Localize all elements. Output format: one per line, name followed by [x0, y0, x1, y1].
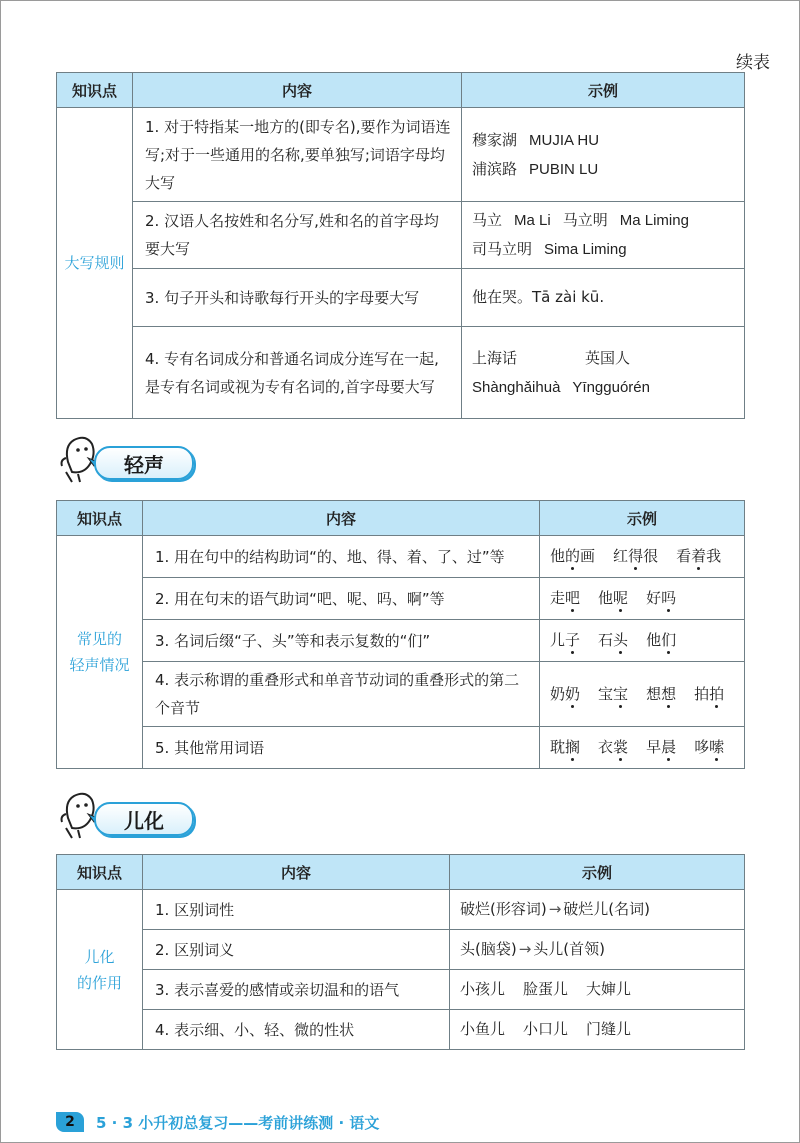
- example-pinyin: Shànghǎihuà: [472, 378, 561, 396]
- example-word: 浦滨路: [472, 159, 518, 178]
- capitalization-table: [56, 72, 745, 419]
- example-pinyin: Sima Liming: [544, 241, 627, 258]
- neutral-tone-mark: 嗦: [709, 738, 725, 756]
- example-pinyin: PUBIN LU: [529, 160, 599, 178]
- example-cell: [462, 327, 745, 419]
- table-row: [57, 970, 745, 1010]
- neutral-tone-mark: 得: [628, 547, 644, 565]
- example-cell: 他的画 红得很 看着我: [540, 536, 745, 578]
- example-word: 英国人: [585, 348, 631, 367]
- content-cell: 4. 表示称谓的重叠形式和单音节动词的重叠形式的第二个音节: [143, 662, 540, 727]
- neutral-tone-mark: 搁: [565, 738, 581, 756]
- neutral-tone-mark: 着: [691, 547, 707, 565]
- example-word: 穆家湖: [472, 130, 518, 149]
- header-example: 示例: [462, 73, 745, 108]
- book-title: 5 · 3 小升初总复习——考前讲练测 · 语文: [96, 1113, 380, 1132]
- section-title: 儿化: [94, 802, 194, 836]
- example-cell: 他在哭。Tā zài kū.: [462, 269, 745, 327]
- category-cell: 常见的 轻声情况: [57, 536, 143, 769]
- example-cell: 小孩儿 脸蛋儿 大婶儿: [450, 970, 745, 1010]
- example-cell: 儿子 石头 他们: [540, 620, 745, 662]
- example-word: 司马立明: [472, 240, 533, 258]
- content-cell: 3. 句子开头和诗歌每行开头的字母要大写: [133, 269, 462, 327]
- header-point: 知识点: [57, 73, 133, 108]
- arrow-icon: →: [548, 900, 562, 918]
- content-cell: 1. 用在句中的结构助词“的、地、得、着、了、过”等: [143, 536, 540, 578]
- neutral-tone-mark: 奶: [565, 684, 581, 703]
- example-pinyin: Ma Li: [514, 212, 551, 229]
- example-cell: 小鱼儿 小口儿 门缝儿: [450, 1010, 745, 1050]
- example-cell: 走吧 他呢 好吗: [540, 578, 745, 620]
- header-content: 内容: [143, 855, 450, 890]
- content-cell: 1. 区别词性: [143, 890, 450, 930]
- header-point: 知识点: [57, 855, 143, 890]
- neutral-tone-mark: 们: [661, 631, 677, 649]
- table-row: [57, 727, 745, 769]
- table-row: [57, 930, 745, 970]
- section-title: 轻声: [94, 446, 194, 480]
- example-pinyin: Ma Liming: [619, 212, 689, 229]
- example-word: 马立: [472, 211, 503, 229]
- example-cell: 破烂(形容词) → 破烂儿(名词): [450, 890, 745, 930]
- neutral-tone-mark: 子: [565, 631, 581, 649]
- table-row: [57, 578, 745, 620]
- example-pinyin: Yīngguórén: [572, 378, 650, 396]
- header-content: 内容: [143, 501, 540, 536]
- content-cell: 2. 区别词义: [143, 930, 450, 970]
- table-row: [57, 108, 745, 202]
- erhua-table: [56, 854, 745, 1050]
- example-word: 马立明: [562, 212, 608, 229]
- neutral-tone-mark: 裳: [613, 738, 629, 756]
- table-row: [57, 327, 745, 419]
- neutral-tone-mark: 宝: [613, 684, 629, 703]
- neutral-tone-mark: 想: [661, 684, 677, 703]
- content-cell: 5. 其他常用词语: [143, 727, 540, 769]
- header-example: 示例: [450, 855, 745, 890]
- example-cell: 耽搁 衣裳 早晨 哆嗦: [540, 727, 745, 769]
- content-cell: 4. 表示细、小、轻、微的性状: [143, 1010, 450, 1050]
- section-header-neutral-tone: [58, 432, 198, 484]
- neutral-tone-mark: 呢: [613, 589, 629, 607]
- neutral-tone-mark: 的: [565, 547, 581, 565]
- table-row: [57, 269, 745, 327]
- example-cell: 奶奶 宝宝 想想 拍拍: [540, 662, 745, 727]
- neutral-tone-mark: 吧: [565, 589, 581, 607]
- neutral-tone-mark: 头: [613, 631, 629, 649]
- table-row: [57, 890, 745, 930]
- example-pinyin: MUJIA HU: [529, 131, 600, 149]
- section-header-erhua: [58, 788, 198, 840]
- example-cell: [462, 202, 745, 269]
- neutral-tone-mark: 晨: [661, 738, 677, 756]
- header-point: 知识点: [57, 501, 143, 536]
- content-cell: 2. 汉语人名按姓和名分写,姓和名的首字母均要大写: [133, 202, 462, 269]
- content-cell: 4. 专有名词成分和普通名词成分连写在一起,是专有名词或视为专有名词的,首字母要大写: [133, 327, 462, 419]
- neutral-tone-mark: 拍: [709, 684, 725, 703]
- table-row: [57, 536, 745, 578]
- neutral-tone-table: [56, 500, 745, 769]
- category-cell: 大写规则: [57, 108, 133, 419]
- page-number: 2: [56, 1112, 84, 1132]
- content-cell: 1. 对于特指某一地方的(即专名),要作为词语连写;对于一些通用的名称,要单独写;词语字母均大写: [133, 108, 462, 202]
- example-cell: 头(脑袋) → 头儿(首领): [450, 930, 745, 970]
- example-word: 上海话: [472, 348, 518, 367]
- header-example: 示例: [540, 501, 745, 536]
- continued-label: 续表: [736, 53, 770, 73]
- header-content: 内容: [133, 73, 462, 108]
- table-row: [57, 1010, 745, 1050]
- table-row: [57, 662, 745, 727]
- table-row: [57, 620, 745, 662]
- category-cell: 儿化 的作用: [57, 890, 143, 1050]
- content-cell: 3. 名词后缀“子、头”等和表示复数的“们”: [143, 620, 540, 662]
- content-cell: 2. 用在句末的语气助词“吧、呢、吗、啊”等: [143, 578, 540, 620]
- table-row: [57, 202, 745, 269]
- content-cell: 3. 表示喜爱的感情或亲切温和的语气: [143, 970, 450, 1010]
- page-footer: [56, 1111, 379, 1133]
- arrow-icon: →: [518, 940, 532, 958]
- example-cell: [462, 108, 745, 202]
- neutral-tone-mark: 吗: [661, 589, 677, 607]
